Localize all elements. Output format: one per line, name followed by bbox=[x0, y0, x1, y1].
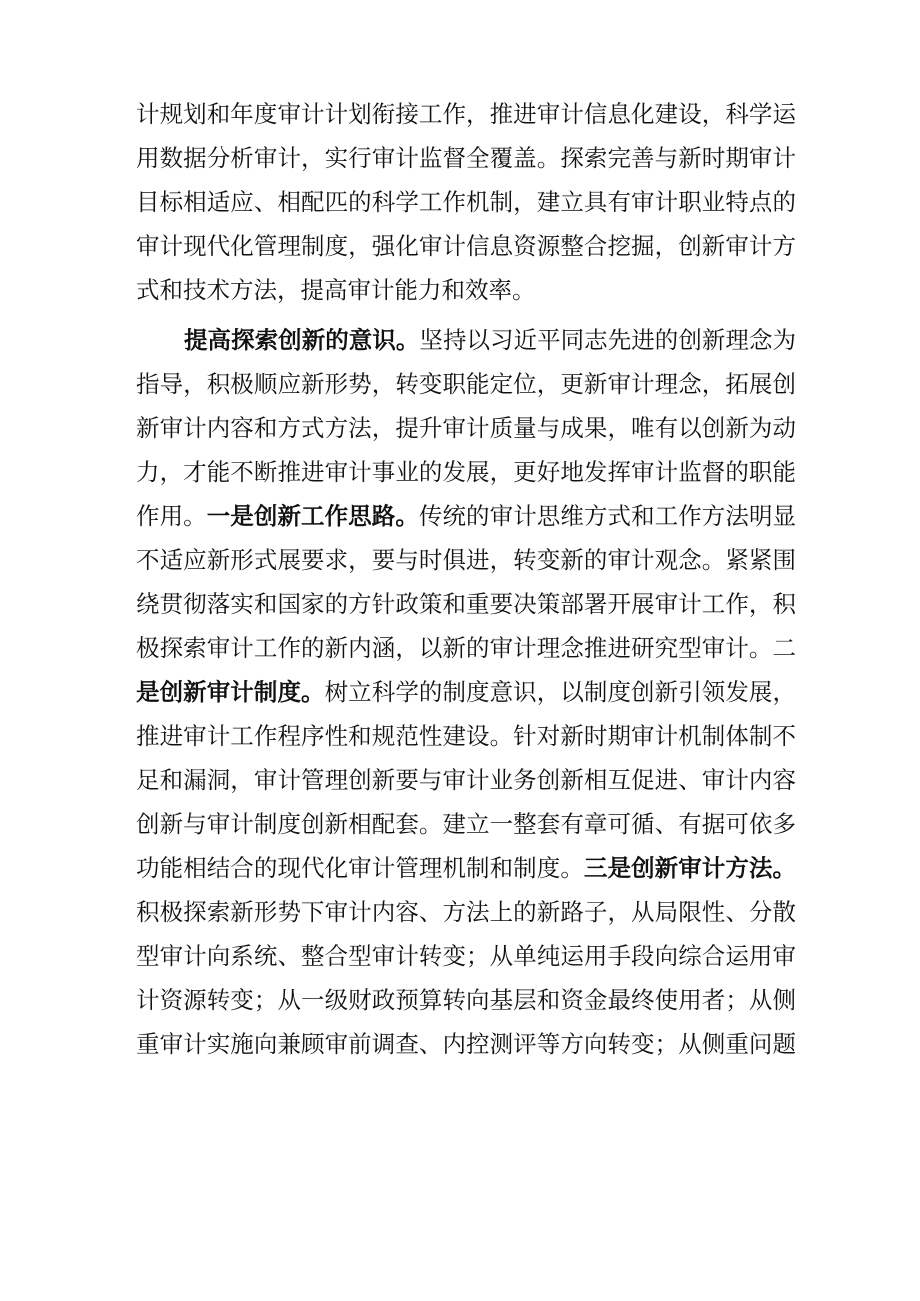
body-text: 目标相适应、相配匹的科学工作机制，建立具有审计职业特点的 bbox=[136, 188, 796, 216]
paragraph-2-line-12 bbox=[136, 809, 796, 839]
paragraph-2-line-10 bbox=[136, 721, 796, 751]
paragraph-1-line-3 bbox=[136, 187, 796, 217]
paragraph-2-line-8 bbox=[136, 633, 796, 663]
paragraph-2-line-7 bbox=[136, 589, 796, 619]
body-text: 计资源转变；从一级财政预算转向基层和资金最终使用者；从侧 bbox=[136, 986, 796, 1014]
paragraph-1-line-2 bbox=[136, 143, 796, 173]
paragraph-2-line-11 bbox=[136, 765, 796, 795]
body-text: 树立科学的制度意识，以制度创新引领发展， bbox=[324, 678, 796, 706]
body-text: 积极探索新形势下审计内容、方法上的新路子，从局限性、分散 bbox=[136, 898, 796, 926]
body-text: 重审计实施向兼顾审前调查、内控测评等方向转变；从侧重问题 bbox=[136, 1030, 796, 1058]
body-text: 推进审计工作程序性和规范性建设。针对新时期审计机制体制不 bbox=[136, 722, 796, 750]
paragraph-2-line-16 bbox=[136, 985, 796, 1015]
body-text: 力，才能不断推进审计事业的发展，更好地发挥审计监督的职能 bbox=[136, 458, 796, 486]
body-text: 极探索审计工作的新内涵，以新的审计理念推进研究型审计。二 bbox=[136, 634, 796, 662]
body-text: 创新与审计制度创新相配套。建立一整套有章可循、有据可依多 bbox=[136, 810, 796, 838]
bold-heading-text: 三是创新审计方法。 bbox=[583, 854, 796, 882]
paragraph-1-line-4 bbox=[136, 231, 796, 261]
paragraph-2-line-9 bbox=[136, 677, 796, 707]
body-text: 型审计向系统、整合型审计转变；从单纯运用手段向综合运用审 bbox=[136, 942, 796, 970]
paragraph-1-line-1 bbox=[136, 99, 796, 129]
bold-heading-text: 一是创新工作思路。 bbox=[206, 502, 419, 530]
body-text: 不适应新形式展要求，要与时俱进，转变新的审计观念。紧紧围 bbox=[136, 546, 796, 574]
body-text: 绕贯彻落实和国家的方针政策和重要决策部署开展审计工作，积 bbox=[136, 590, 796, 618]
paragraph-2-line-3 bbox=[136, 413, 796, 443]
paragraph-2-line-14 bbox=[136, 897, 796, 927]
paragraph-2-line-15 bbox=[136, 941, 796, 971]
body-text: 式和技术方法，提高审计能力和效率。 bbox=[136, 276, 536, 304]
body-text: 计规划和年度审计计划衔接工作，推进审计信息化建设，科学运 bbox=[136, 100, 796, 128]
body-text: 指导，积极顺应新形势，转变职能定位，更新审计理念，拓展创 bbox=[136, 370, 796, 398]
body-text: 坚持以习近平同志先进的创新理念为 bbox=[419, 326, 796, 354]
body-text: 传统的审计思维方式和工作方法明显 bbox=[418, 502, 796, 530]
bold-heading-text: 是创新审计制度。 bbox=[136, 678, 325, 706]
bold-heading-text: 提高探索创新的意识。 bbox=[184, 326, 420, 354]
paragraph-1-line-5 bbox=[136, 275, 796, 305]
body-text: 审计现代化管理制度，强化审计信息资源整合挖掘，创新审计方 bbox=[136, 232, 796, 260]
body-text: 功能相结合的现代化审计管理机制和制度。 bbox=[136, 854, 584, 882]
body-text: 新审计内容和方式方法，提升审计质量与成果，唯有以创新为动 bbox=[136, 414, 796, 442]
paragraph-2-line-4 bbox=[136, 457, 796, 487]
paragraph-2-line-13 bbox=[136, 853, 796, 883]
paragraph-2-line-5 bbox=[136, 501, 796, 531]
paragraph-2-line-6 bbox=[136, 545, 796, 575]
body-text: 用数据分析审计，实行审计监督全覆盖。探索完善与新时期审计 bbox=[136, 144, 796, 172]
paragraph-2-line-17 bbox=[136, 1029, 796, 1059]
body-text: 足和漏洞，审计管理创新要与审计业务创新相互促进、审计内容 bbox=[136, 766, 796, 794]
paragraph-2-line-1 bbox=[184, 325, 796, 355]
body-text: 作用。 bbox=[136, 502, 207, 530]
paragraph-2-line-2 bbox=[136, 369, 796, 399]
